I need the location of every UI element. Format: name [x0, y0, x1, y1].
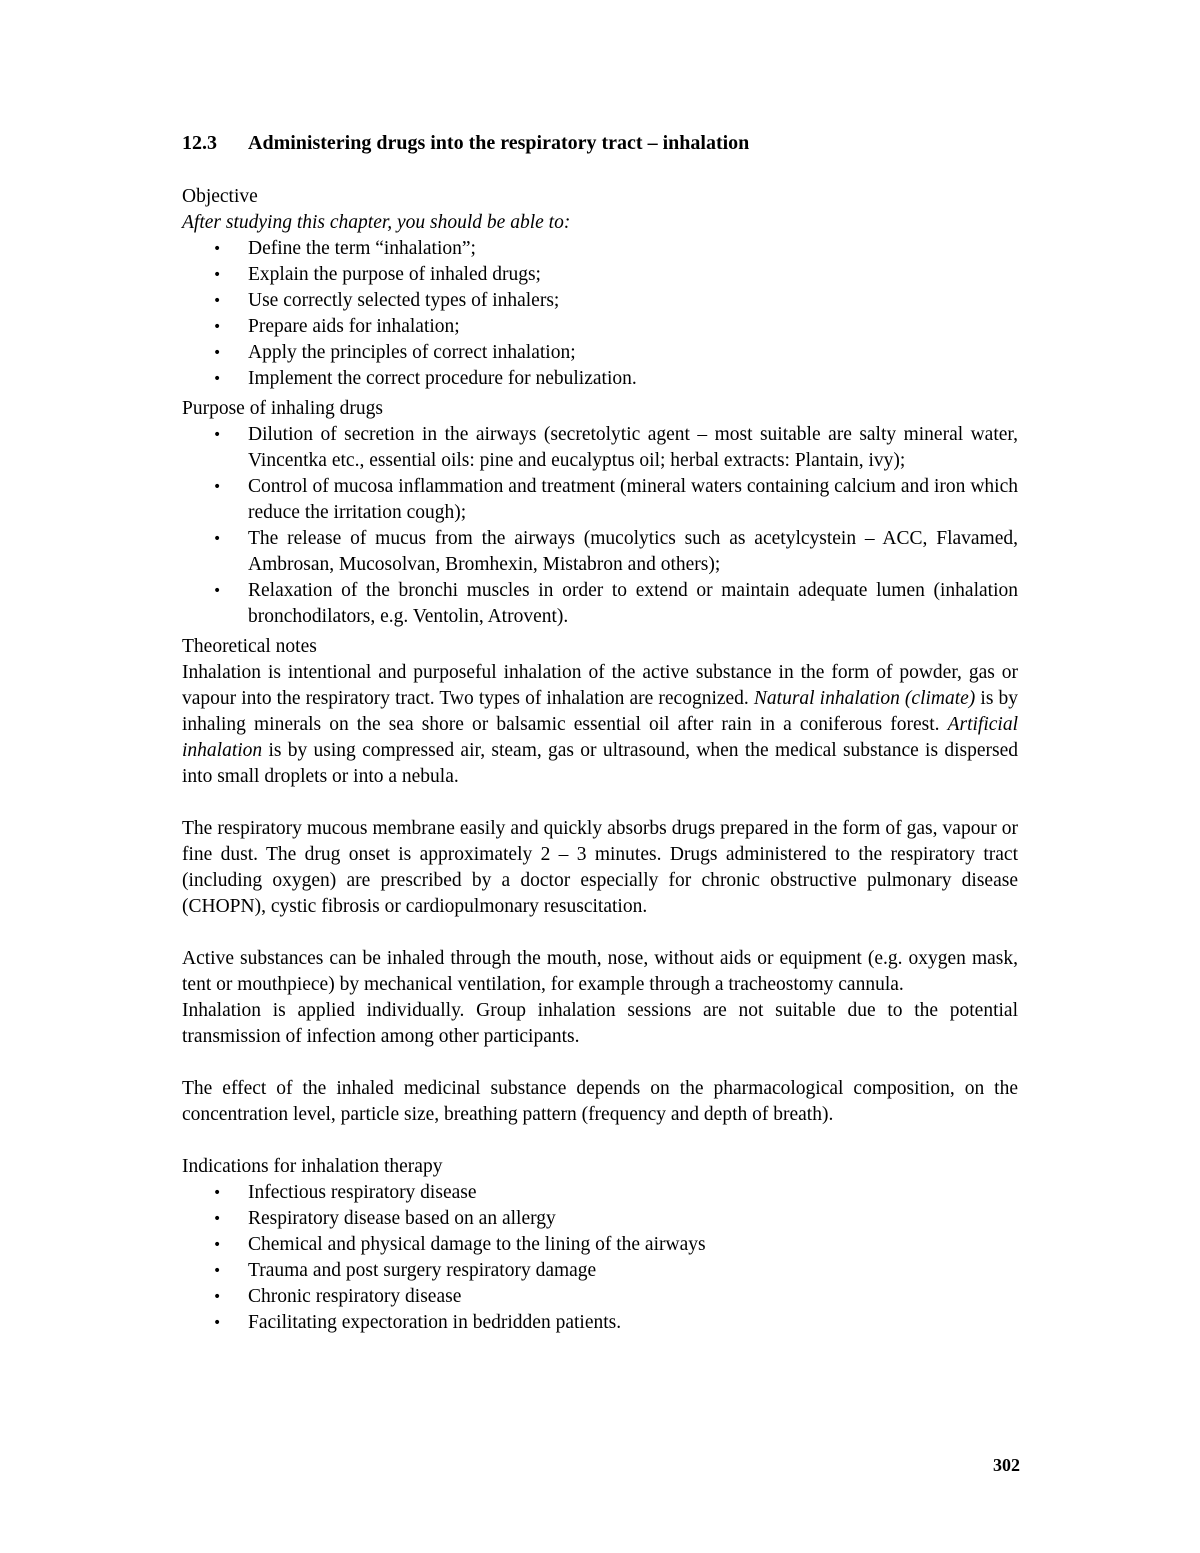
bullet-icon: • [213, 267, 222, 283]
purpose-heading: Purpose of inhaling drugs [182, 398, 383, 419]
artificial-inhalation-term: Artificial inhalation [182, 714, 1018, 761]
list-item: • Chronic respiratory disease [182, 1284, 1018, 1310]
bullet-icon: • [213, 427, 222, 443]
list-item: • Apply the principles of correct inhalation; [182, 340, 1018, 366]
theory-paragraph-1: Inhalation is intentional and purposeful inhalation of the active substance in the form of powder, gas or vapour into the respiratory tract. Two types of inhalation are recognized. Natural inhalation (climate) is by inhaling minerals on the sea shore or balsamic essential oil after rain in a coniferous forest. Artificial inhalation is by using compressed air, steam, gas or ultrasound, when the medical substance is dispersed into small droplets or into a nebula. [182, 662, 1018, 787]
purpose-list [182, 422, 1018, 630]
bullet-icon: • [213, 1315, 222, 1331]
section-title-text: Administering drugs into the respiratory tract – inhalation [248, 132, 750, 154]
natural-inhalation-term: Natural inhalation (climate) [753, 688, 976, 709]
bullet-icon: • [213, 345, 222, 361]
list-item: • The release of mucus from the airways (mucolytics such as acetylcystein – ACC, Flavamed, Ambrosan, Mucosolvan, Bromhexin, Mistabron and others); [213, 528, 1018, 575]
bullet-icon: • [213, 1237, 222, 1253]
list-item: • Control of mucosa inflammation and treatment (mineral waters containing calcium and iron which reduce the irritation cough); [213, 476, 1018, 523]
theory-paragraph-2: The respiratory mucous membrane easily and quickly absorbs drugs prepared in the form of gas, vapour or fine dust. The drug onset is approximately 2 – 3 minutes. Drugs administered to the respiratory tract (including oxygen) are prescribed by a doctor especially for chronic obstructive pulmonary disease (CHOPN), cystic fibrosis or cardiopulmonary resuscitation. [182, 818, 1018, 917]
list-item: • Dilution of secretion in the airways (secretolytic agent – most suitable are salty mineral water, Vincentka etc., essential oils: pine and eucalyptus oil; herbal extracts: Plantain, ivy); [213, 424, 1018, 471]
bullet-icon: • [213, 1289, 222, 1305]
indications-heading: Indications for inhalation therapy [182, 1156, 443, 1177]
list-item: • Implement the correct procedure for nebulization. [182, 366, 1018, 392]
theory-heading: Theoretical notes [182, 636, 317, 657]
list-item: • Prepare aids for inhalation; [182, 314, 1018, 340]
list-item: • Infectious respiratory disease [182, 1180, 1018, 1206]
bullet-icon: • [213, 479, 222, 495]
bullet-icon: • [213, 241, 222, 257]
theory-paragraph-4: Inhalation is applied individually. Group inhalation sessions are not suitable due to the potential transmission of infection among other participants. [182, 1000, 1018, 1047]
list-item: • Respiratory disease based on an allergy [182, 1206, 1018, 1232]
objective-intro: After studying this chapter, you should be able to: [182, 212, 571, 233]
bullet-icon: • [213, 371, 222, 387]
bullet-icon: • [213, 583, 222, 599]
objective-heading: Objective [182, 186, 258, 207]
indications-list [182, 1180, 1018, 1336]
list-item: • Facilitating expectoration in bedridden patients. [182, 1310, 1018, 1336]
list-item: • Define the term “inhalation”; [182, 236, 1018, 262]
list-item: • Trauma and post surgery respiratory damage [182, 1258, 1018, 1284]
bullet-icon: • [213, 319, 222, 335]
theory-paragraph-3: Active substances can be inhaled through the mouth, nose, without aids or equipment (e.g. oxygen mask, tent or mouthpiece) by mechanical ventilation, for example through a tracheostomy cannula. [182, 948, 1018, 995]
section-number: 12.3 [182, 132, 217, 154]
list-item: • Relaxation of the bronchi muscles in order to extend or maintain adequate lumen (inhalation bronchodilators, e.g. Ventolin, Atrovent). [213, 580, 1018, 627]
objective-list [182, 236, 1018, 392]
theory-paragraph-5: The effect of the inhaled medicinal substance depends on the pharmacological composition, on the concentration level, particle size, breathing pattern (frequency and depth of breath). [182, 1078, 1018, 1125]
bullet-icon: • [213, 1263, 222, 1279]
page-number: 302 [993, 1455, 1020, 1475]
bullet-icon: • [213, 1185, 222, 1201]
page-content [182, 128, 1018, 1336]
bullet-icon: • [213, 1211, 222, 1227]
list-item: • Explain the purpose of inhaled drugs; [182, 262, 1018, 288]
section-title [182, 128, 1018, 158]
list-item: • Chemical and physical damage to the lining of the airways [182, 1232, 1018, 1258]
bullet-icon: • [213, 293, 222, 309]
bullet-icon: • [213, 531, 222, 547]
list-item: • Use correctly selected types of inhalers; [182, 288, 1018, 314]
